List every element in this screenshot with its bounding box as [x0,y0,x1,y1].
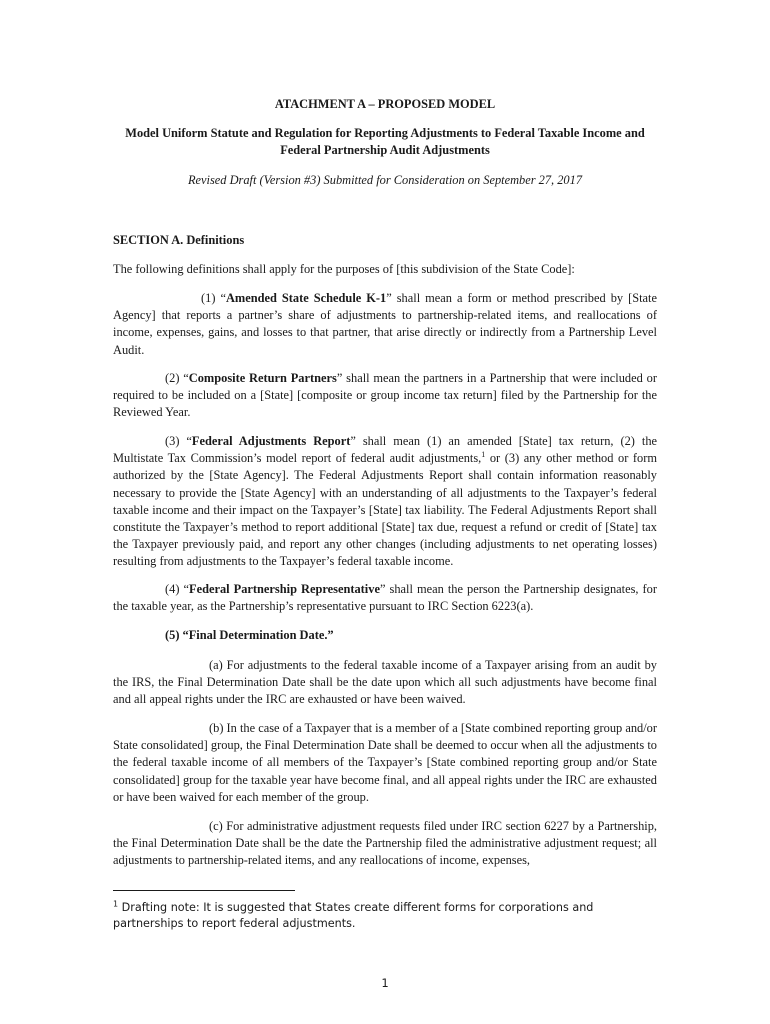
main-title: Model Uniform Statute and Regulation for Reporting Adjustments to Federal Taxable Income and Federal Partnership Audit Adjustments [125,126,645,158]
definition-term: Federal Partnership Representative [189,582,380,596]
definition-term: Amended State Schedule K-1 [225,291,387,305]
subparagraph-b: (b) In the case of a Taxpayer that is a member of a [State combined reporting group and/or State consolidated] group, the Final Determination Date shall be deemed to occur when all the adjustments to the federal taxable income of all members of the Taxpayer’s [State combined reporting group and/or State consolidated] group for the taxable year have become final, and all appeal rights under the IRC are exhausted or have been waived for each member of the group. [113,721,657,804]
definition-text: ” shall mean the person the Partnership designates, for the taxable year, as the Partnership’s representative pursuant to IRC Section 6223(a). [113,582,658,614]
footnote [113,900,657,932]
revised-draft-line: Revised Draft (Version #3) Submitted for Consideration on September 27, 2017 [187,173,583,187]
definitions-intro: The following definitions shall apply for the purposes of [this subdivision of the State Code]: [113,262,575,276]
definition-number: (3) “ [165,434,192,448]
definition-number: (1) “ [201,291,226,305]
section-heading: SECTION A. Definitions [113,233,245,247]
definition-number: (2) “ [165,371,189,385]
definition-term: Composite Return Partners [188,371,337,385]
definition-amended-state-schedule-k1 [113,290,657,359]
definition-number: (4) “ [165,582,189,596]
attachment-title: ATACHMENT A – PROPOSED MODEL [274,97,496,111]
definition-text: ” shall mean the partners in a Partnership that were included or required to be included on a [State] [composite or group income tax return] filed by the Partnership for the Reviewed Year. [113,371,657,420]
footnote-reference[interactable]: 1 [481,450,486,460]
definition-term: Federal Adjustments Report [191,434,351,448]
definition-federal-adjustments-report [113,433,657,571]
footnote-marker: 1 [113,899,119,909]
definition-text-continued: or (3) any other method or form authorized by the [State Agency]. The Federal Adjustments Report shall contain information reasonably necessary to provide the [State Agency] with an understanding of all adjustments to the Taxpayer’s federal taxable income and their impact on the Taxpayer’s [State] tax liability. The Federal Adjustments Report shall constitute the Taxpayer’s method to report additional [State] tax due, request a refund or credit of [State] tax the Taxpayer previously paid, and report any other changes (including adjustments to net operating losses) resulting from adjustments to the Taxpayer’s federal taxable income. [113,451,657,569]
definition-text: ” shall mean a form or method prescribed by [State Agency] that reports a partner’s share of adjustments to partnership-related items, and reallocations of income, expenses, gains, and losses to that partner, that arise directly or indirectly from a Partnership Level Audit. [113,291,657,357]
footnote-text: Drafting note: It is suggested that States create different forms for corporations and partnerships to report federal adjustments. [113,901,594,930]
subparagraph-c: (c) For administrative adjustment requests filed under IRC section 6227 by a Partnership, the Final Determination Date shall be the date the Partnership filed the administrative adjustment request; all adjustments to partnership-related items, and any reallocations of income, expenses, [113,819,657,868]
definition-final-determination-date: (5) “Final Determination Date.” [165,628,334,642]
footnote-separator [113,890,295,891]
definition-federal-partnership-representative [113,581,657,615]
subparagraph-a: (a) For adjustments to the federal taxable income of a Taxpayer arising from an audit by the IRS, the Final Determination Date shall be the date upon which all such adjustments have become final and all appeal rights under the IRC are exhausted or have been waived. [113,658,657,707]
definition-composite-return-partners [113,370,657,422]
definition-text: ” shall mean (1) an amended [State] tax return, (2) the Multistate Tax Commission’s model report of federal audit adjustments, [113,434,658,466]
page-number: 1 [381,976,389,990]
